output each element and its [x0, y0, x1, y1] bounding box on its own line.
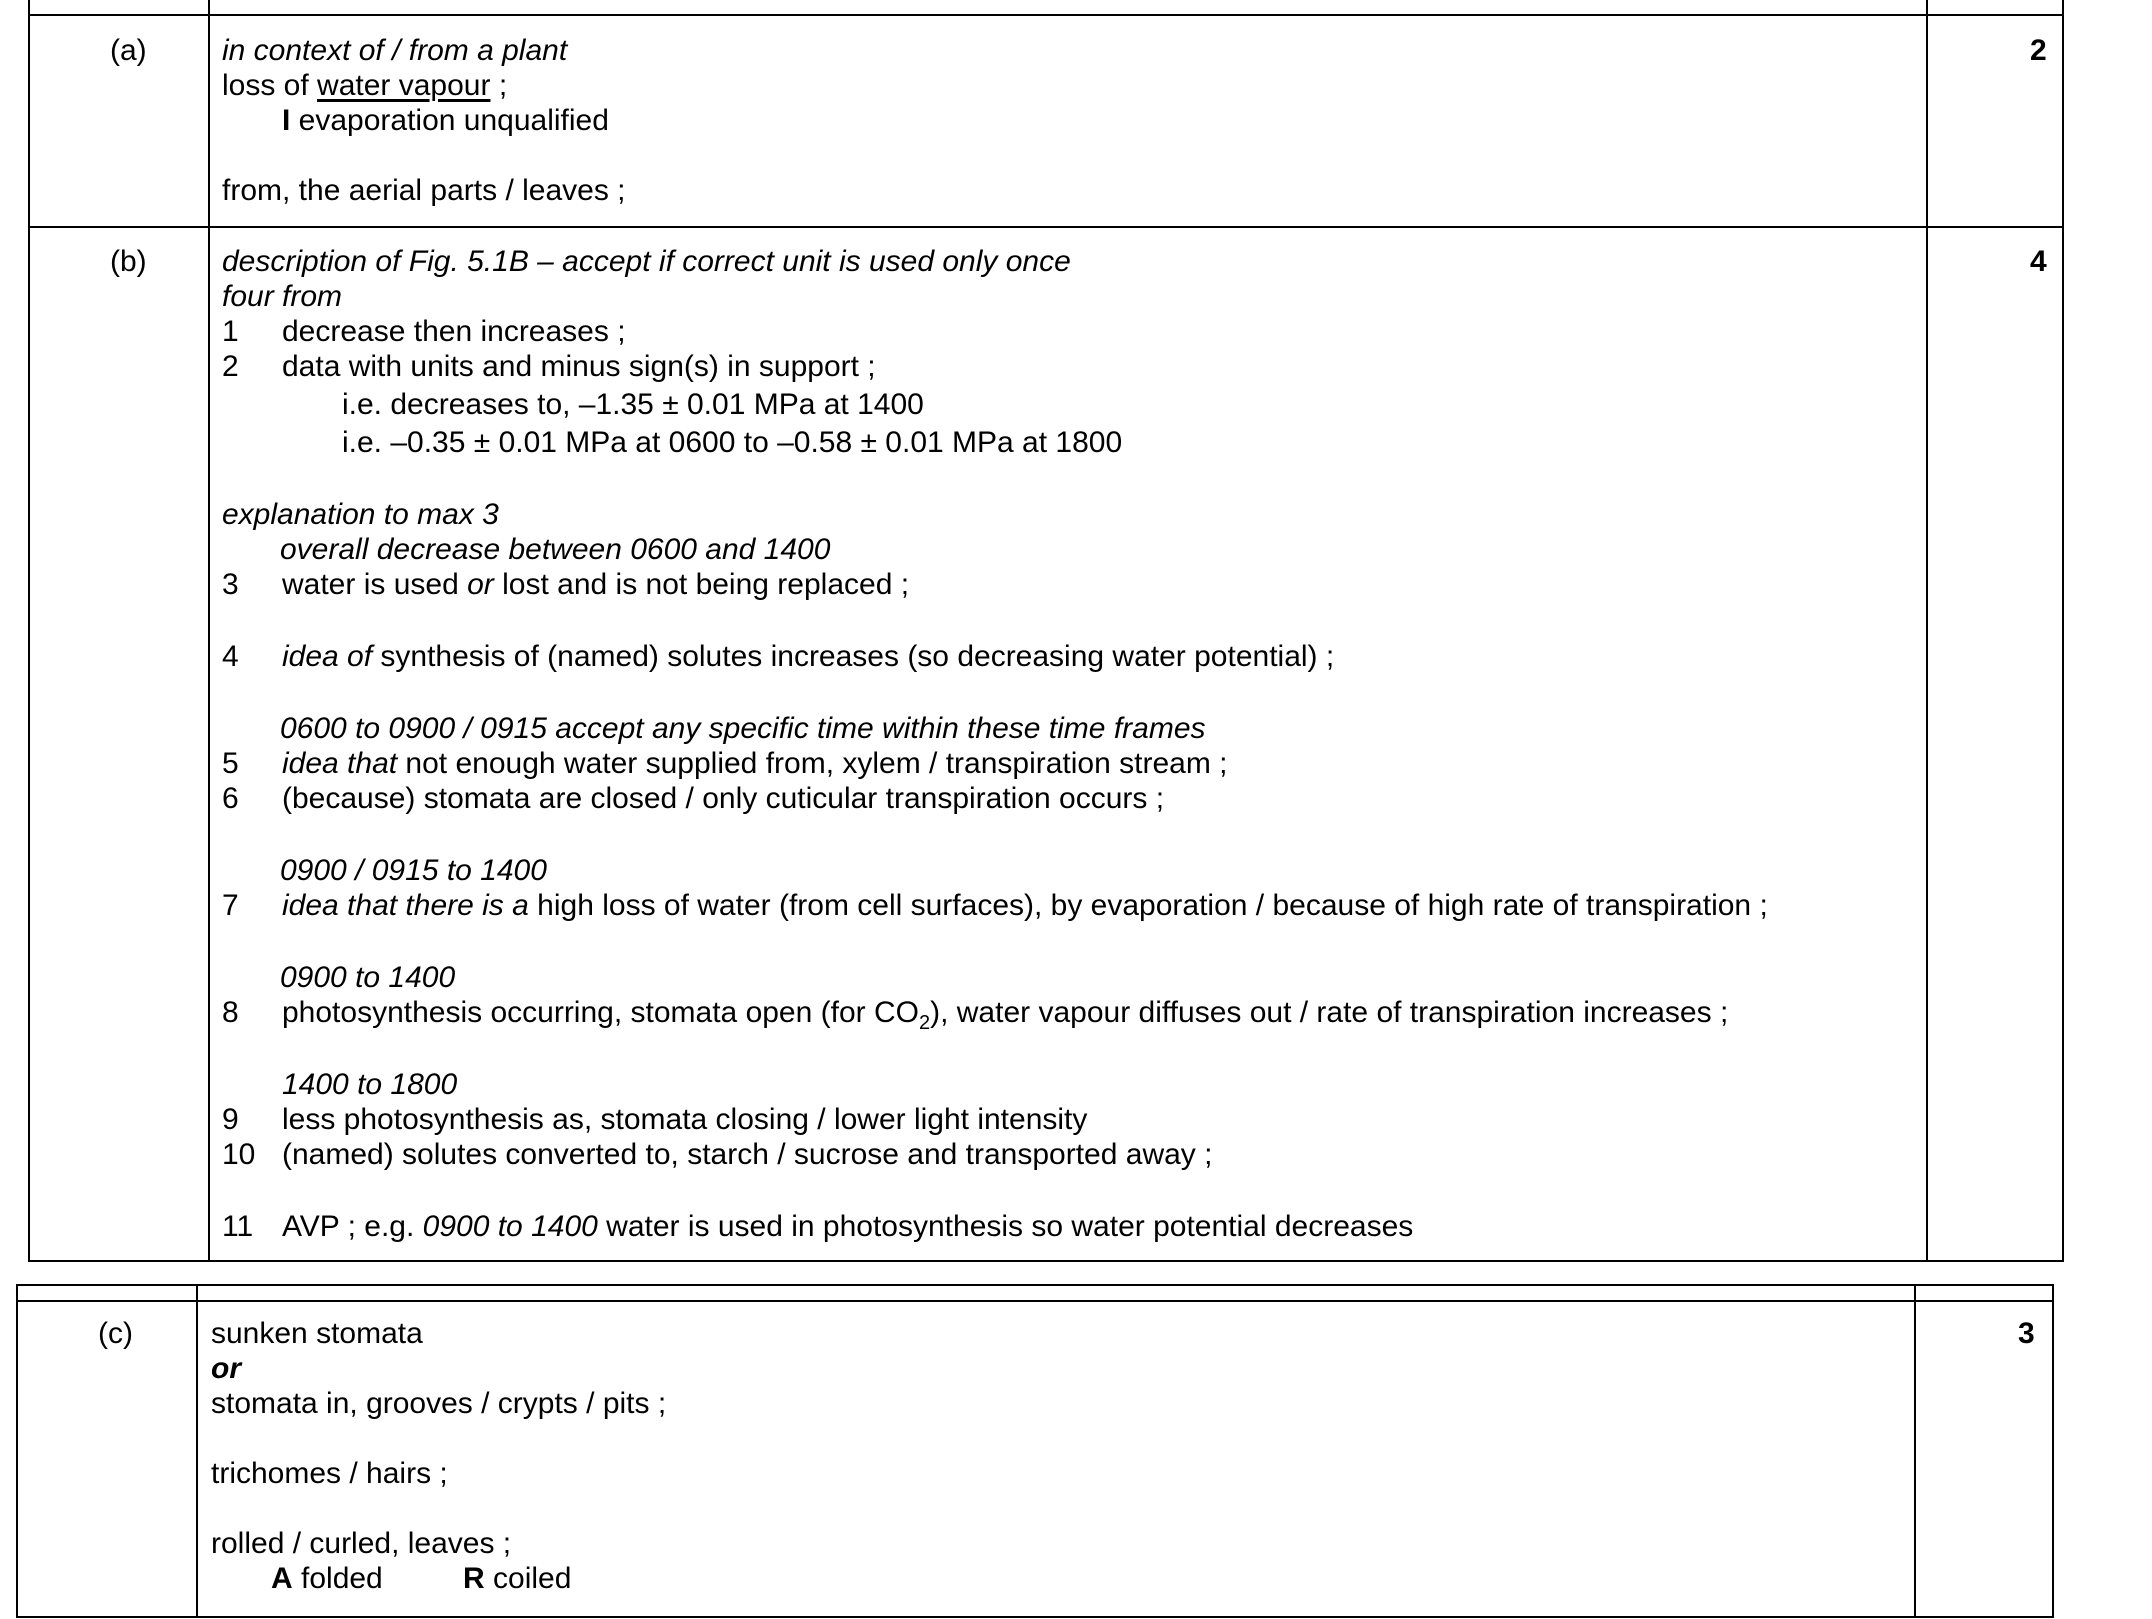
- point-subscript: 2: [918, 1012, 931, 1034]
- part-a-context: in context of / from a plant: [222, 34, 568, 67]
- point-number: 4: [222, 640, 239, 673]
- part-c-label: (c): [98, 1317, 133, 1350]
- part-b-subheading-2: 0600 to 0900 / 0915 accept any specific time within these time frames: [280, 712, 1206, 745]
- part-a-answer-pre: loss of: [222, 69, 318, 102]
- column-divider-label: [208, 0, 210, 1260]
- point-number: 2: [222, 350, 239, 383]
- point-number: 8: [222, 996, 239, 1029]
- point-text: water is used: [282, 568, 468, 601]
- part-a-label: (a): [110, 34, 147, 67]
- point-text: (named) solutes converted to, starch / sucrose and transported away ;: [282, 1138, 1213, 1171]
- point-number: 5: [222, 747, 239, 780]
- part-b-point-7: [222, 889, 1768, 923]
- part-b-subheading-5: 1400 to 1800: [282, 1068, 458, 1101]
- part-b-label: (b): [110, 245, 147, 278]
- part-a-answer-key: water vapour: [317, 69, 491, 102]
- part-b-point-1: [222, 315, 626, 349]
- point-text: ), water vapour diffuses out / rate of transpiration increases ;: [930, 996, 1729, 1029]
- part-c-marks: 3: [2018, 1317, 2035, 1350]
- part-b-subheading-3: 0900 / 0915 to 1400: [280, 854, 547, 887]
- part-c-reject-note: [463, 1562, 571, 1596]
- part-b-point-6: [222, 782, 1164, 816]
- point-number: 3: [222, 568, 239, 601]
- part-a-marks: 2: [2030, 34, 2047, 67]
- part-b-point-2-example-2: i.e. –0.35 ± 0.01 MPa at 0600 to –0.58 ± 0.01 MPa at 1800: [342, 426, 1123, 459]
- part-b-point-8: [222, 996, 1728, 1040]
- point-time: 0900 to 1400: [422, 1210, 598, 1243]
- column-divider-marks: [1926, 0, 1928, 1260]
- part-a-ignore-note: [282, 104, 609, 138]
- part-b-point-2: [222, 350, 876, 384]
- part-c-or: or: [211, 1352, 241, 1385]
- part-c-answer-1: sunken stomata: [211, 1317, 423, 1350]
- point-number: 1: [222, 315, 239, 348]
- part-b-intro-2: four from: [222, 280, 343, 313]
- part-b-subheading-1: overall decrease between 0600 and 1400: [280, 533, 831, 566]
- point-text: AVP ; e.g.: [282, 1210, 423, 1243]
- header-row-divider: [30, 14, 2062, 16]
- part-b-point-2-example-1: i.e. decreases to, –1.35 ± 0.01 MPa at 1400: [342, 388, 924, 421]
- header-row-divider: [18, 1300, 2052, 1302]
- part-b-point-3: [222, 568, 909, 602]
- part-a-answer-2: from, the aerial parts / leaves ;: [222, 174, 626, 207]
- part-a-answer-post: ;: [490, 69, 508, 102]
- point-number: 9: [222, 1103, 239, 1136]
- part-b-point-5: [222, 747, 1227, 781]
- reject-text: coiled: [484, 1562, 572, 1595]
- part-c-answer-3: rolled / curled, leaves ;: [211, 1527, 512, 1560]
- part-a-ignore-text: evaporation unqualified: [290, 104, 609, 137]
- point-text: water is used in photosynthesis so water potential decreases: [597, 1210, 1414, 1243]
- accept-marker: A: [271, 1562, 293, 1595]
- point-qualifier: idea of: [282, 640, 373, 673]
- part-b-marks: 4: [2030, 245, 2047, 278]
- row-divider-ab: [30, 226, 2062, 228]
- point-text: less photosynthesis as, stomata closing / lower light intensity: [282, 1103, 1088, 1136]
- point-text: data with units and minus sign(s) in support ;: [282, 350, 876, 383]
- part-c-answer-2: trichomes / hairs ;: [211, 1457, 448, 1490]
- part-c-answer-1-alt: stomata in, grooves / crypts / pits ;: [211, 1387, 667, 1420]
- part-a-ignore-marker: I: [282, 104, 291, 137]
- reject-marker: R: [463, 1562, 485, 1595]
- accept-text: folded: [292, 1562, 383, 1595]
- part-b-subheading-4: 0900 to 1400: [280, 961, 456, 994]
- part-b-point-10: [222, 1138, 1212, 1172]
- part-b-intro-1: description of Fig. 5.1B – accept if correct unit is used only once: [222, 245, 1071, 278]
- point-number: 6: [222, 782, 239, 815]
- point-text: photosynthesis occurring, stomata open (for CO: [282, 996, 919, 1029]
- point-qualifier: idea that there is a: [282, 889, 529, 922]
- part-b-point-4: [222, 640, 1334, 674]
- point-text: synthesis of (named) solutes increases (so decreasing water potential) ;: [372, 640, 1335, 673]
- part-c-accept-note: [271, 1562, 383, 1596]
- column-divider-label: [196, 1286, 198, 1616]
- point-text: (because) stomata are closed / only cuticular transpiration occurs ;: [282, 782, 1165, 815]
- part-a-answer-line: [222, 69, 507, 103]
- point-number: 7: [222, 889, 239, 922]
- part-b-point-11: [222, 1210, 1413, 1244]
- column-divider-marks: [1914, 1286, 1916, 1616]
- point-text: lost and is not being replaced ;: [493, 568, 910, 601]
- part-b-explanation-heading: explanation to max 3: [222, 498, 499, 531]
- point-text: not enough water supplied from, xylem / transpiration stream ;: [397, 747, 1228, 780]
- point-number: 11: [222, 1210, 254, 1243]
- point-text: high loss of water (from cell surfaces), by evaporation / because of high rate of transpiration ;: [528, 889, 1768, 922]
- point-number: 10: [222, 1138, 256, 1171]
- point-qualifier: idea that: [282, 747, 398, 780]
- point-or: or: [467, 568, 494, 601]
- part-b-point-9: [222, 1103, 1087, 1137]
- point-text: decrease then increases ;: [282, 315, 626, 348]
